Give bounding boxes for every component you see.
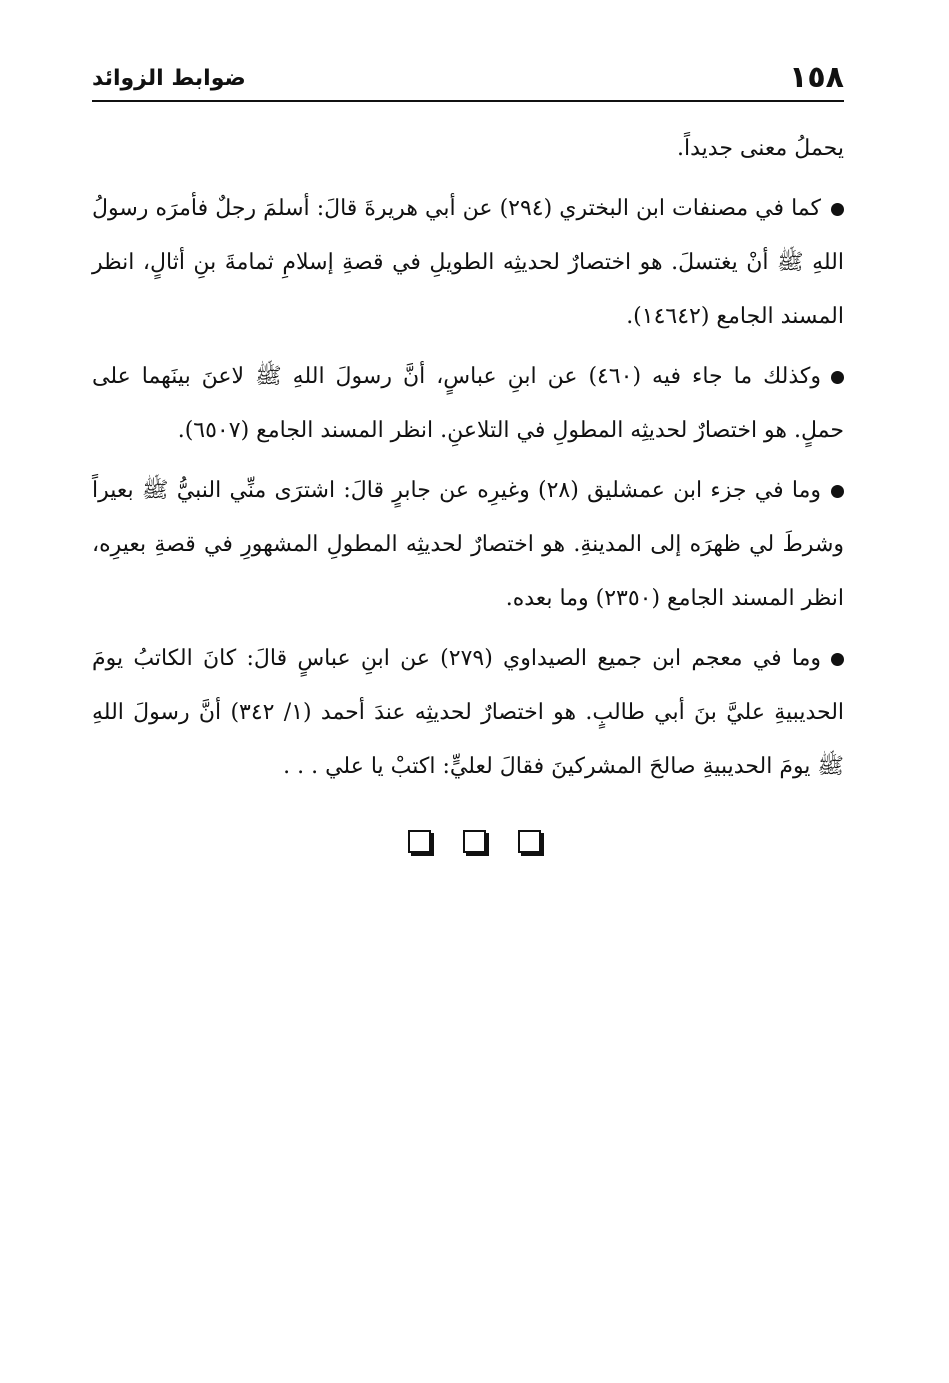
paragraph-example [92, 182, 844, 344]
header-rule [92, 100, 844, 102]
square-ornament-icon [518, 830, 541, 853]
body-text [92, 122, 844, 800]
bullet-icon [831, 485, 844, 498]
page-number: ١٥٨ [789, 60, 844, 95]
section-separator [0, 830, 949, 857]
paragraph-example [92, 350, 844, 458]
square-ornament-icon [408, 830, 431, 853]
paragraph-text: يحملُ معنى جديداً. [677, 136, 844, 161]
paragraph-continuation [92, 122, 844, 176]
paragraph-text: وكذلك ما جاء فيه (٤٦٠) عن ابنِ عباسٍ، أنَّ رسولَ اللهِ ﷺ لاعنَ بينَهما على حملٍ. هو اختصارٌ لحديثِه المطولِ في التلاعنِ. انظر المسند الجامع (٦٥٠٧). [92, 364, 844, 443]
paragraph-text: كما في مصنفات ابن البختري (٢٩٤) عن أبي هريرةَ قالَ: أسلمَ رجلٌ فأمرَه رسولُ اللهِ ﷺ أنْ يغتسلَ. هو اختصارٌ لحديثِه الطويلِ في قصةِ إسلامِ ثمامةَ بنِ أثالٍ، انظر المسند الجامع (١٤٦٤٢). [92, 196, 844, 329]
paragraph-example [92, 464, 844, 626]
running-title: ضوابط الزوائد [92, 66, 246, 91]
bullet-icon [831, 653, 844, 666]
bullet-icon [831, 203, 844, 216]
bullet-icon [831, 371, 844, 384]
square-ornament-icon [463, 830, 486, 853]
page-header [92, 60, 844, 100]
paragraph-example [92, 632, 844, 794]
paragraph-text: وما في معجم ابن جميع الصيداوي (٢٧٩) عن ابنِ عباسٍ قالَ: كانَ الكاتبُ يومَ الحديبيةِ عليَّ بنَ أبي طالبٍ. هو اختصارٌ لحديثِه عندَ أحمد (١/ ٣٤٢) أنَّ رسولَ اللهِ ﷺ يومَ الحديبيةِ صالحَ المشركينَ فقالَ لعليٍّ: اكتبْ يا علي . . . [92, 646, 845, 779]
paragraph-text: وما في جزء ابن عمشليق (٢٨) وغيرِه عن جابرٍ قالَ: اشترَى منِّي النبيُّ ﷺ بعيراً وشرطَ لي ظهرَه إلى المدينةِ. هو اختصارٌ لحديثِه المطولِ المشهورِ في قصةِ بعيرِه، انظر المسند الجامع (٢٣٥٠) وما بعده. [92, 478, 844, 611]
